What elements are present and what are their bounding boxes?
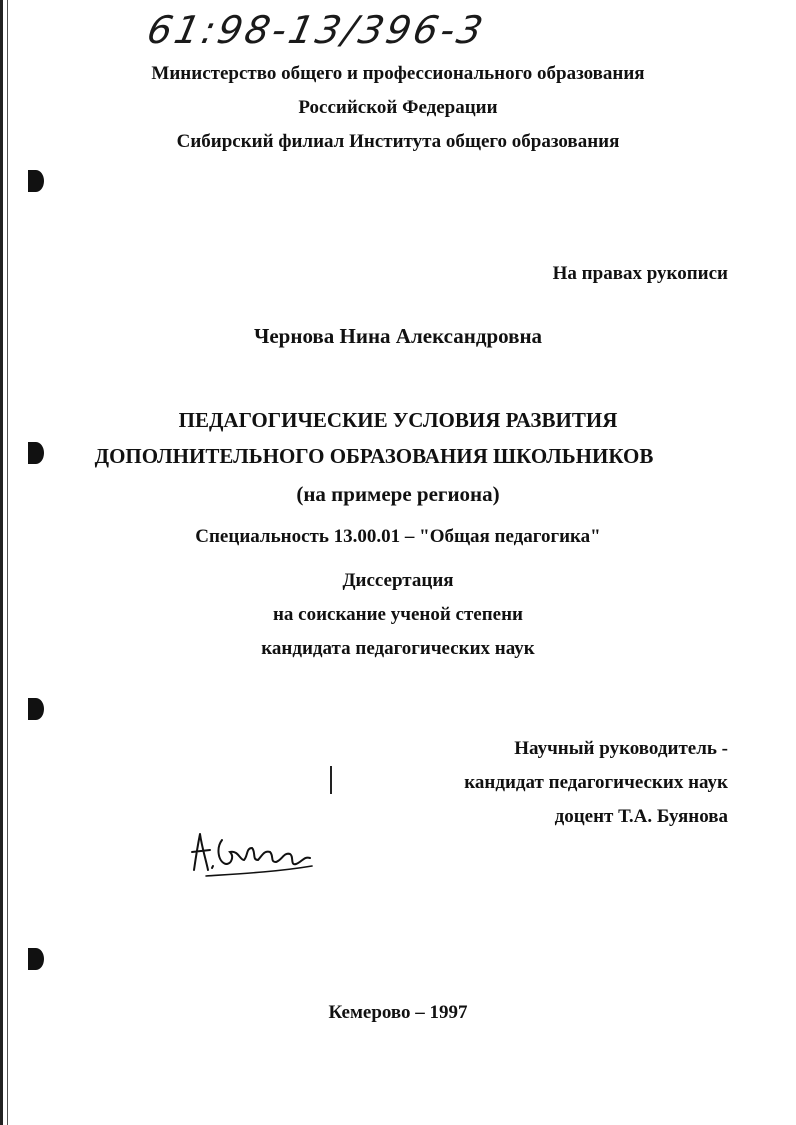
supervisor-degree: кандидат педагогических наук <box>464 772 728 793</box>
dissertation-label: Диссертация <box>342 570 454 591</box>
handwritten-archive-code: 61:98-13/396-3 <box>143 8 490 52</box>
title-line-1: ПЕДАГОГИЧЕСКИЕ УСЛОВИЯ РАЗВИТИЯ <box>178 408 618 432</box>
header-country: Российской Федерации <box>298 97 498 118</box>
binding-hole-3 <box>28 698 44 720</box>
scan-edge <box>0 0 3 1125</box>
author-name: Чернова Нина Александровна <box>253 324 543 348</box>
scan-edge-inner <box>7 0 8 1125</box>
header-institute: Сибирский филиал Института общего образования <box>176 131 620 152</box>
supervisor-title: Научный руководитель - <box>514 738 728 759</box>
city-year: Кемерово – 1997 <box>328 1002 468 1023</box>
supervisor-name: доцент Т.А. Буянова <box>554 806 728 827</box>
rights-notice: На правах рукописи <box>552 263 728 284</box>
dissertation-degree: на соискание ученой степени <box>272 604 523 625</box>
binding-hole-1 <box>28 170 44 192</box>
author-signature <box>186 826 316 882</box>
specialty: Специальность 13.00.01 – "Общая педагогика" <box>195 526 601 547</box>
pen-mark <box>330 766 332 794</box>
title-line-3: (на примере региона) <box>296 482 500 506</box>
header-ministry: Министерство общего и профессионального образования <box>151 63 645 84</box>
binding-hole-4 <box>28 948 44 970</box>
dissertation-field: кандидата педагогических наук <box>261 638 535 659</box>
title-line-2: ДОПОЛНИТЕЛЬНОГО ОБРАЗОВАНИЯ ШКОЛЬНИКОВ <box>94 444 654 468</box>
